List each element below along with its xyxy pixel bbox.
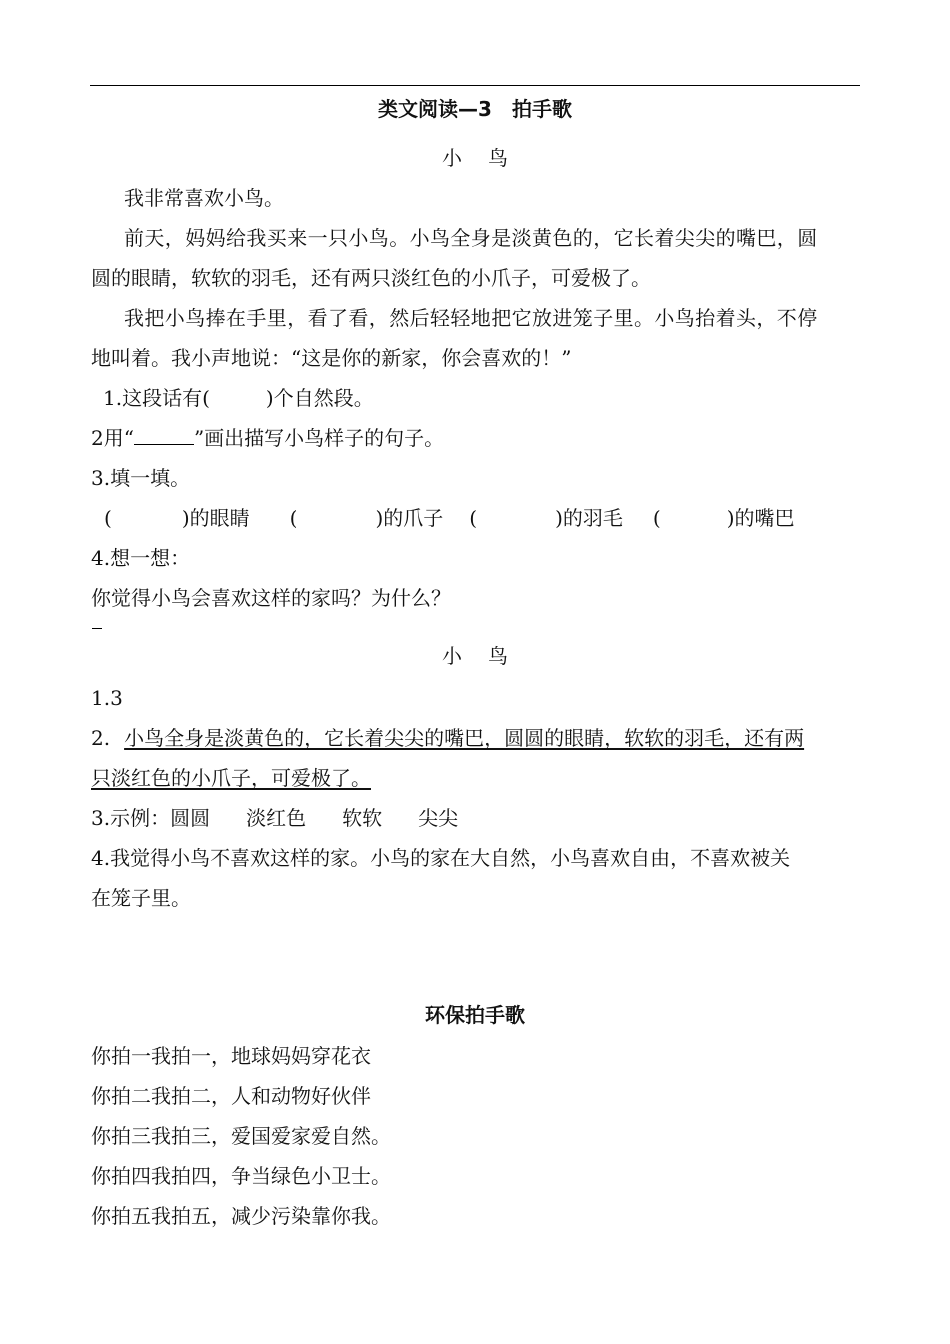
blank-beak: )的嘴巴 — [726, 506, 795, 530]
question-2-end: ”画出描写小鸟样子的句子。 — [193, 426, 445, 450]
song-line-2: 你拍二我拍二，人和动物好伙伴 — [91, 1084, 371, 1108]
passage-paragraph-1: 我非常喜欢小鸟。 — [124, 186, 284, 210]
question-3: 3.填一填。 — [91, 466, 191, 490]
page-title: 类文阅读—3 拍手歌 — [378, 97, 572, 121]
passage-paragraph-2-line-1: 前天，妈妈给我买来一只小鸟。小鸟全身是淡黄色的，它长着尖尖的嘴巴，圆 — [124, 226, 818, 250]
answer-2-line-2: 只淡红色的小爪子，可爱极了。 — [91, 766, 371, 790]
passage-heading: 小鸟 — [442, 146, 534, 170]
answer-2-number: 2. — [91, 726, 111, 750]
answer-3-item: 尖尖 — [418, 806, 459, 830]
question-3-blanks — [104, 506, 795, 530]
blank-claws: )的爪子 — [375, 506, 444, 530]
header-rule — [90, 85, 860, 86]
answer-3-item: 淡红色 — [246, 806, 307, 830]
passage-paragraph-3-line-2: 地叫着。我小声地说：“这是你的新家，你会喜欢的！” — [91, 346, 572, 370]
song-line-5: 你拍五我拍五，减少污染靠你我。 — [91, 1204, 391, 1228]
song-title: 环保拍手歌 — [425, 1003, 525, 1027]
answer-1: 1.3 — [91, 686, 123, 710]
question-4-prompt: 你觉得小鸟会喜欢这样的家吗？为什么？ — [91, 586, 451, 610]
song-line-4: 你拍四我拍四，争当绿色小卫士。 — [91, 1164, 391, 1188]
answer-4-line-2: 在笼子里。 — [91, 886, 191, 910]
question-1-end: )个自然段。 — [265, 386, 374, 410]
passage-paragraph-3-line-1: 我把小鸟捧在手里，看了看，然后轻轻地把它放进笼子里。小鸟抬着头，不停 — [124, 306, 818, 330]
answer-line-mark — [92, 628, 102, 629]
answer-3-item: 软软 — [342, 806, 383, 830]
question-1 — [103, 386, 374, 410]
underline-sample — [134, 426, 194, 445]
question-4: 4.想一想： — [91, 546, 191, 570]
answer-4-line-1: 4.我觉得小鸟不喜欢这样的家。小鸟的家在大自然，小鸟喜欢自由，不喜欢被关 — [91, 846, 791, 870]
answer-3-item: 圆圆 — [170, 806, 211, 830]
question-2 — [91, 426, 444, 450]
blank-feathers: )的羽毛 — [555, 506, 623, 530]
blank-open: ( — [652, 506, 661, 530]
answer-2-line-1 — [91, 726, 804, 750]
answer-3 — [91, 806, 458, 830]
blank-eyes: )的眼睛 — [181, 506, 250, 530]
answers-heading: 小鸟 — [442, 644, 534, 668]
passage-paragraph-2-line-2: 圆的眼睛，软软的羽毛，还有两只淡红色的小爪子，可爱极了。 — [91, 266, 651, 290]
blank-open: ( — [289, 506, 298, 530]
song-line-3: 你拍三我拍三，爱国爱家爱自然。 — [91, 1124, 391, 1148]
song-line-1: 你拍一我拍一，地球妈妈穿花衣 — [91, 1044, 371, 1068]
answer-3-label: 3.示例： — [91, 806, 171, 830]
blank-open: ( — [104, 506, 112, 530]
question-2-start: 2用“ — [91, 426, 134, 450]
question-1-start: 1.这段话有( — [103, 386, 210, 410]
answer-2-text: 小鸟全身是淡黄色的，它长着尖尖的嘴巴，圆圆的眼睛，软软的羽毛，还有两 — [124, 726, 805, 750]
blank-open: ( — [469, 506, 478, 530]
